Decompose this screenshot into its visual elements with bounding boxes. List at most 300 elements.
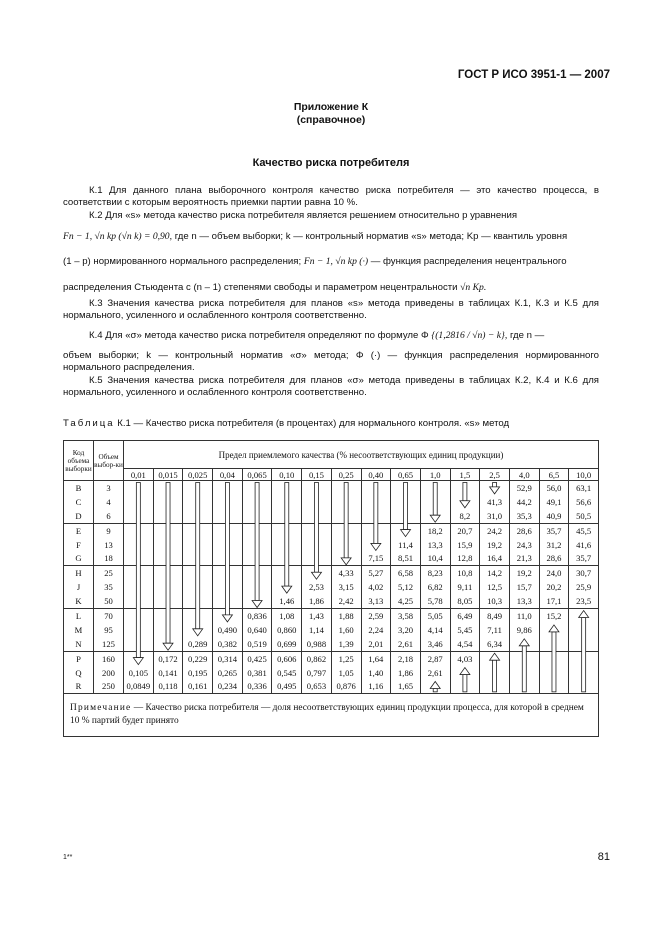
risk-value bbox=[480, 481, 510, 495]
risk-value: 2,01 bbox=[361, 637, 391, 651]
risk-value bbox=[183, 495, 213, 509]
risk-value bbox=[213, 609, 243, 623]
sample-size: 35 bbox=[94, 580, 124, 594]
risk-value bbox=[569, 666, 599, 680]
formula-noncentral-t: Fn − 1, √n kp (√n k) = 0,90, bbox=[63, 231, 173, 242]
risk-value bbox=[213, 538, 243, 552]
risk-value bbox=[183, 509, 213, 523]
risk-value bbox=[242, 551, 272, 565]
risk-value bbox=[539, 623, 569, 637]
risk-value bbox=[124, 566, 154, 580]
risk-value bbox=[569, 637, 599, 651]
risk-value bbox=[272, 495, 302, 509]
risk-value: 8,51 bbox=[391, 551, 421, 565]
risk-value: 8,05 bbox=[450, 594, 480, 608]
sample-code: K bbox=[64, 594, 94, 608]
risk-value: 0,172 bbox=[153, 651, 183, 665]
risk-value: 3,13 bbox=[361, 594, 391, 608]
risk-value bbox=[302, 523, 332, 537]
risk-value bbox=[420, 509, 450, 523]
risk-value: 52,9 bbox=[509, 481, 539, 495]
risk-value bbox=[331, 509, 361, 523]
risk-value: 1,39 bbox=[331, 637, 361, 651]
risk-value bbox=[213, 523, 243, 537]
risk-value bbox=[272, 481, 302, 495]
risk-value: 0,606 bbox=[272, 651, 302, 665]
risk-value: 0,336 bbox=[242, 679, 272, 693]
risk-value: 9,86 bbox=[509, 623, 539, 637]
risk-value bbox=[272, 523, 302, 537]
risk-value bbox=[213, 495, 243, 509]
risk-value bbox=[242, 566, 272, 580]
risk-value: 6,58 bbox=[391, 566, 421, 580]
risk-value bbox=[302, 509, 332, 523]
risk-value: 11,0 bbox=[509, 609, 539, 623]
aql-header: 0,65 bbox=[391, 469, 421, 481]
paragraph-k1: К.1 Для данного плана выборочного контроля качество риска потребителя — это качество процесса, в соответствии с которым вероятность приемки партии равна 10 %. bbox=[63, 185, 599, 209]
risk-value: 2,59 bbox=[361, 609, 391, 623]
table-caption: Таблица К.1 — Качество риска потребителя (в процентах) для нормального контроля. «s» метод bbox=[63, 418, 510, 429]
appendix-title: Приложение К bbox=[293, 101, 369, 113]
risk-value bbox=[569, 609, 599, 623]
risk-value: 8,23 bbox=[420, 566, 450, 580]
risk-value: 0,490 bbox=[213, 623, 243, 637]
risk-value bbox=[509, 679, 539, 693]
aql-header: 4,0 bbox=[509, 469, 539, 481]
table-note bbox=[64, 694, 599, 737]
risk-value: 4,33 bbox=[331, 566, 361, 580]
risk-value bbox=[509, 666, 539, 680]
sample-code: R bbox=[64, 679, 94, 693]
risk-value: 1,16 bbox=[361, 679, 391, 693]
risk-value bbox=[391, 481, 421, 495]
risk-value: 0,876 bbox=[331, 679, 361, 693]
risk-value: 1,88 bbox=[331, 609, 361, 623]
aql-header: 0,01 bbox=[124, 469, 154, 481]
sample-code: J bbox=[64, 580, 94, 594]
risk-value bbox=[153, 495, 183, 509]
risk-value: 3,20 bbox=[391, 623, 421, 637]
risk-value: 21,3 bbox=[509, 551, 539, 565]
risk-value: 31,2 bbox=[539, 538, 569, 552]
risk-value: 24,3 bbox=[509, 538, 539, 552]
risk-value bbox=[331, 551, 361, 565]
risk-value bbox=[242, 538, 272, 552]
risk-value bbox=[331, 481, 361, 495]
risk-value: 12,8 bbox=[450, 551, 480, 565]
risk-value: 11,4 bbox=[391, 538, 421, 552]
header-code: Код объема выборки bbox=[64, 441, 94, 481]
consumer-risk-table bbox=[63, 440, 599, 737]
risk-value bbox=[391, 495, 421, 509]
aql-header: 0,15 bbox=[302, 469, 332, 481]
risk-value bbox=[480, 679, 510, 693]
risk-value bbox=[450, 679, 480, 693]
risk-value: 24,2 bbox=[480, 523, 510, 537]
risk-value: 10,8 bbox=[450, 566, 480, 580]
risk-value bbox=[302, 481, 332, 495]
risk-value bbox=[242, 594, 272, 608]
paragraph-k5: К.5 Значения качества риска потребителя для планов «σ» метода приведены в таблицах К.2, К.4 и К.6 для нормального, усиленного и ослабленного контроля соответственно. bbox=[63, 375, 599, 399]
risk-value: 6,49 bbox=[450, 609, 480, 623]
risk-value: 10,4 bbox=[420, 551, 450, 565]
risk-value: 2,24 bbox=[361, 623, 391, 637]
paragraph-k2-line1: К.2 Для «s» метода качество риска потребителя является решением относительно p уравнения bbox=[89, 210, 518, 221]
header-sample-size: Объем выбор-ки bbox=[94, 441, 124, 481]
sample-code: Q bbox=[64, 666, 94, 680]
paragraph-k2-line2: Fn − 1, √n kp (√n k) = 0,90, где n — объем выборки; k — контрольный норматив «s» метода; Kp — квантиль уровня bbox=[63, 231, 568, 242]
risk-value: 13,3 bbox=[509, 594, 539, 608]
risk-value: 35,7 bbox=[539, 523, 569, 537]
risk-value bbox=[183, 566, 213, 580]
risk-value: 0,118 bbox=[153, 679, 183, 693]
risk-value bbox=[450, 666, 480, 680]
sample-size: 200 bbox=[94, 666, 124, 680]
risk-value: 0,495 bbox=[272, 679, 302, 693]
sample-size: 6 bbox=[94, 509, 124, 523]
risk-value bbox=[153, 594, 183, 608]
risk-value: 4,02 bbox=[361, 580, 391, 594]
risk-value: 12,5 bbox=[480, 580, 510, 594]
risk-value bbox=[213, 566, 243, 580]
risk-value bbox=[331, 495, 361, 509]
risk-value bbox=[213, 481, 243, 495]
risk-value: 0,314 bbox=[213, 651, 243, 665]
risk-value bbox=[302, 551, 332, 565]
risk-value bbox=[124, 651, 154, 665]
risk-value: 20,7 bbox=[450, 523, 480, 537]
risk-value: 17,1 bbox=[539, 594, 569, 608]
aql-header: 0,025 bbox=[183, 469, 213, 481]
sample-size: 95 bbox=[94, 623, 124, 637]
risk-value: 1,08 bbox=[272, 609, 302, 623]
risk-value bbox=[124, 623, 154, 637]
table-row bbox=[64, 551, 599, 565]
risk-value: 1,86 bbox=[302, 594, 332, 608]
risk-value bbox=[153, 609, 183, 623]
risk-value bbox=[242, 580, 272, 594]
table-row bbox=[64, 481, 599, 495]
risk-value bbox=[361, 509, 391, 523]
risk-value: 19,2 bbox=[480, 538, 510, 552]
risk-value: 28,6 bbox=[509, 523, 539, 537]
paragraph-k4-line2: объем выборки; k — контрольный норматив «σ» метода; Φ (·) — функция распределения нормированного нормального распределения. bbox=[63, 350, 599, 374]
risk-value: 0,545 bbox=[272, 666, 302, 680]
risk-value: 49,1 bbox=[539, 495, 569, 509]
risk-value: 5,05 bbox=[420, 609, 450, 623]
risk-value: 4,14 bbox=[420, 623, 450, 637]
aql-header: 0,04 bbox=[213, 469, 243, 481]
risk-value bbox=[124, 538, 154, 552]
sample-code: G bbox=[64, 551, 94, 565]
risk-value: 2,42 bbox=[331, 594, 361, 608]
risk-value: 2,61 bbox=[420, 666, 450, 680]
risk-value: 7,11 bbox=[480, 623, 510, 637]
sample-code: D bbox=[64, 509, 94, 523]
risk-value: 4,03 bbox=[450, 651, 480, 665]
risk-value: 2,61 bbox=[391, 637, 421, 651]
risk-value bbox=[450, 495, 480, 509]
risk-value bbox=[183, 523, 213, 537]
risk-value: 45,5 bbox=[569, 523, 599, 537]
risk-value bbox=[213, 509, 243, 523]
sample-size: 70 bbox=[94, 609, 124, 623]
risk-value: 30,7 bbox=[569, 566, 599, 580]
risk-value bbox=[124, 609, 154, 623]
risk-value: 28,6 bbox=[539, 551, 569, 565]
sample-size: 125 bbox=[94, 637, 124, 651]
risk-value: 0,141 bbox=[153, 666, 183, 680]
risk-value: 1,40 bbox=[361, 666, 391, 680]
risk-value: 1,60 bbox=[331, 623, 361, 637]
risk-value: 0,653 bbox=[302, 679, 332, 693]
document-header: ГОСТ Р ИСО 3951-1 — 2007 bbox=[457, 69, 610, 81]
aql-header: 1,0 bbox=[420, 469, 450, 481]
risk-value: 35,7 bbox=[569, 551, 599, 565]
risk-value bbox=[302, 566, 332, 580]
risk-value bbox=[272, 580, 302, 594]
sample-size: 50 bbox=[94, 594, 124, 608]
risk-value bbox=[331, 538, 361, 552]
risk-value: 5,45 bbox=[450, 623, 480, 637]
aql-header: 0,10 bbox=[272, 469, 302, 481]
risk-value: 5,27 bbox=[361, 566, 391, 580]
risk-value bbox=[242, 495, 272, 509]
paragraph-k2-line4: распределения Стьюдента с (n – 1) степенями свободы и параметром нецентральности √n Kp. bbox=[63, 282, 487, 293]
risk-value: 0,382 bbox=[213, 637, 243, 651]
risk-value: 5,12 bbox=[391, 580, 421, 594]
risk-value bbox=[361, 523, 391, 537]
risk-value bbox=[302, 495, 332, 509]
sample-code: H bbox=[64, 566, 94, 580]
table-row bbox=[64, 495, 599, 509]
risk-value: 9,11 bbox=[450, 580, 480, 594]
risk-value: 1,86 bbox=[391, 666, 421, 680]
risk-value: 15,2 bbox=[539, 609, 569, 623]
risk-value bbox=[183, 623, 213, 637]
risk-value: 41,3 bbox=[480, 495, 510, 509]
risk-value: 6,34 bbox=[480, 637, 510, 651]
risk-value: 1,14 bbox=[302, 623, 332, 637]
paragraph-k4-line1: К.4 Для «σ» метода качество риска потребителя определяют по формуле Φ {(1,2816 / √n) − k}, где n — bbox=[89, 330, 545, 341]
risk-value bbox=[124, 637, 154, 651]
risk-value: 6,82 bbox=[420, 580, 450, 594]
risk-value bbox=[569, 623, 599, 637]
risk-value: 0,234 bbox=[213, 679, 243, 693]
aql-header: 0,40 bbox=[361, 469, 391, 481]
risk-value: 0,289 bbox=[183, 637, 213, 651]
risk-value bbox=[213, 551, 243, 565]
risk-value bbox=[391, 523, 421, 537]
risk-value: 0,265 bbox=[213, 666, 243, 680]
risk-value bbox=[153, 580, 183, 594]
risk-value: 56,0 bbox=[539, 481, 569, 495]
risk-value: 25,9 bbox=[569, 580, 599, 594]
risk-value: 1,43 bbox=[302, 609, 332, 623]
risk-value: 44,2 bbox=[509, 495, 539, 509]
note-text: — Качество риска потребителя — доля несоответствующих единиц продукции процесса, для которой в среднем 10 % партий будет принято bbox=[70, 703, 584, 727]
risk-value bbox=[124, 509, 154, 523]
risk-value bbox=[272, 509, 302, 523]
table-row bbox=[64, 566, 599, 580]
sample-code: P bbox=[64, 651, 94, 665]
sample-code: M bbox=[64, 623, 94, 637]
formula-phi: {(1,2816 / √n) − k}, bbox=[431, 330, 508, 341]
risk-value: 31,0 bbox=[480, 509, 510, 523]
aql-header: 0,015 bbox=[153, 469, 183, 481]
risk-value: 7,15 bbox=[361, 551, 391, 565]
aql-header: 10,0 bbox=[569, 469, 599, 481]
table-row bbox=[64, 580, 599, 594]
risk-value: 24,0 bbox=[539, 566, 569, 580]
risk-value bbox=[124, 481, 154, 495]
risk-value: 35,3 bbox=[509, 509, 539, 523]
risk-value: 15,7 bbox=[509, 580, 539, 594]
risk-value bbox=[361, 495, 391, 509]
table-row bbox=[64, 509, 599, 523]
risk-value bbox=[509, 637, 539, 651]
risk-value: 0,425 bbox=[242, 651, 272, 665]
risk-value: 0,161 bbox=[183, 679, 213, 693]
risk-value: 16,4 bbox=[480, 551, 510, 565]
risk-value bbox=[183, 594, 213, 608]
risk-value bbox=[124, 495, 154, 509]
risk-value bbox=[361, 481, 391, 495]
risk-value: 14,2 bbox=[480, 566, 510, 580]
risk-value: 0,836 bbox=[242, 609, 272, 623]
risk-value: 0,229 bbox=[183, 651, 213, 665]
risk-value: 8,49 bbox=[480, 609, 510, 623]
risk-value bbox=[420, 481, 450, 495]
risk-value bbox=[242, 523, 272, 537]
risk-value bbox=[331, 523, 361, 537]
risk-value bbox=[124, 594, 154, 608]
sample-code: L bbox=[64, 609, 94, 623]
paragraph-k2-line3: (1 – p) нормированного нормального распределения; Fn − 1, √n kp (·) — функция распределения нецентрального bbox=[63, 256, 567, 267]
aql-header: 1,5 bbox=[450, 469, 480, 481]
risk-value bbox=[539, 679, 569, 693]
sample-size: 9 bbox=[94, 523, 124, 537]
aql-header: 0,25 bbox=[331, 469, 361, 481]
risk-value bbox=[153, 637, 183, 651]
risk-value bbox=[539, 637, 569, 651]
sample-size: 13 bbox=[94, 538, 124, 552]
table-row bbox=[64, 594, 599, 608]
risk-value bbox=[213, 594, 243, 608]
risk-value: 2,53 bbox=[302, 580, 332, 594]
risk-value: 0,381 bbox=[242, 666, 272, 680]
risk-value: 63,1 bbox=[569, 481, 599, 495]
risk-value bbox=[213, 580, 243, 594]
risk-value: 2,87 bbox=[420, 651, 450, 665]
risk-value: 1,64 bbox=[361, 651, 391, 665]
risk-value bbox=[569, 679, 599, 693]
risk-value bbox=[124, 523, 154, 537]
risk-value: 0,699 bbox=[272, 637, 302, 651]
risk-value: 4,54 bbox=[450, 637, 480, 651]
sample-code: C bbox=[64, 495, 94, 509]
risk-value bbox=[153, 623, 183, 637]
risk-value: 1,25 bbox=[331, 651, 361, 665]
risk-value bbox=[302, 538, 332, 552]
appendix-heading bbox=[0, 101, 662, 127]
sample-code: F bbox=[64, 538, 94, 552]
risk-value: 5,78 bbox=[420, 594, 450, 608]
risk-value bbox=[153, 538, 183, 552]
risk-value bbox=[361, 538, 391, 552]
note-label: Примечание bbox=[70, 703, 132, 714]
risk-value: 0,0849 bbox=[124, 679, 154, 693]
risk-value: 1,05 bbox=[331, 666, 361, 680]
risk-value: 1,46 bbox=[272, 594, 302, 608]
risk-value bbox=[272, 538, 302, 552]
risk-value bbox=[272, 551, 302, 565]
risk-value: 3,46 bbox=[420, 637, 450, 651]
risk-value: 0,105 bbox=[124, 666, 154, 680]
aql-header: 6,5 bbox=[539, 469, 569, 481]
risk-value: 0,195 bbox=[183, 666, 213, 680]
aql-header: 0,065 bbox=[242, 469, 272, 481]
risk-value bbox=[480, 651, 510, 665]
section-title: Качество риска потребителя bbox=[252, 157, 410, 169]
risk-value: 18,2 bbox=[420, 523, 450, 537]
risk-value: 10,3 bbox=[480, 594, 510, 608]
page-number: 81 bbox=[597, 851, 610, 863]
footer-mark: 1** bbox=[63, 854, 73, 861]
aql-header: 2,5 bbox=[480, 469, 510, 481]
sample-size: 25 bbox=[94, 566, 124, 580]
table-row bbox=[64, 523, 599, 537]
risk-value: 40,9 bbox=[539, 509, 569, 523]
risk-value: 41,6 bbox=[569, 538, 599, 552]
risk-value: 0,860 bbox=[272, 623, 302, 637]
risk-value bbox=[539, 666, 569, 680]
risk-value: 3,58 bbox=[391, 609, 421, 623]
table-row bbox=[64, 538, 599, 552]
risk-value: 20,2 bbox=[539, 580, 569, 594]
risk-value bbox=[539, 651, 569, 665]
table-row bbox=[64, 623, 599, 637]
risk-value: 13,3 bbox=[420, 538, 450, 552]
formula-distribution: Fn − 1, √n kp (·) bbox=[303, 256, 369, 267]
table-row bbox=[64, 679, 599, 693]
risk-value bbox=[450, 481, 480, 495]
risk-value bbox=[569, 651, 599, 665]
risk-value bbox=[272, 566, 302, 580]
sample-size: 18 bbox=[94, 551, 124, 565]
table-row bbox=[64, 609, 599, 623]
risk-value bbox=[124, 551, 154, 565]
risk-value bbox=[153, 509, 183, 523]
paragraph-k3: К.3 Значения качества риска потребителя для планов «s» метода приведены в таблицах К.1, К.3 и К.5 для нормального, усиленного и ослабленного контроля соответственно. bbox=[63, 298, 599, 322]
risk-value: 0,797 bbox=[302, 666, 332, 680]
appendix-subtitle: (справочное) bbox=[296, 114, 366, 126]
risk-value bbox=[420, 679, 450, 693]
risk-value bbox=[183, 538, 213, 552]
risk-value: 19,2 bbox=[509, 566, 539, 580]
risk-value bbox=[183, 481, 213, 495]
risk-value bbox=[183, 609, 213, 623]
risk-value: 0,519 bbox=[242, 637, 272, 651]
risk-value: 4,25 bbox=[391, 594, 421, 608]
risk-value: 8,2 bbox=[450, 509, 480, 523]
table-row bbox=[64, 666, 599, 680]
risk-value: 15,9 bbox=[450, 538, 480, 552]
sample-code: B bbox=[64, 481, 94, 495]
risk-value bbox=[153, 481, 183, 495]
risk-value: 2,18 bbox=[391, 651, 421, 665]
risk-value bbox=[242, 509, 272, 523]
